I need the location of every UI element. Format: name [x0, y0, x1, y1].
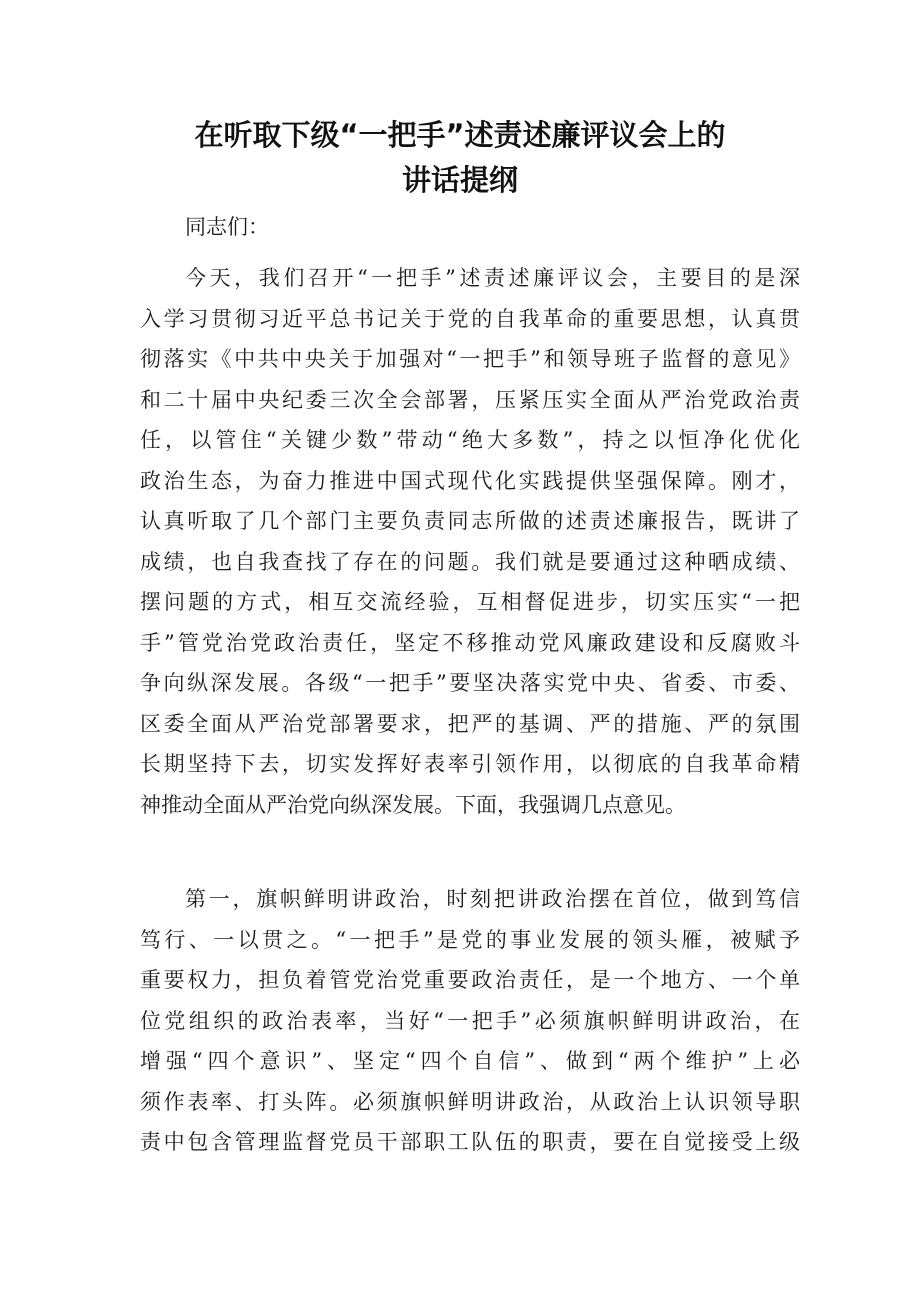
text-line: 须作表率、打头阵。必须旗帜鲜明讲政治，从政治上认识领导职	[140, 1089, 800, 1114]
text-line: 增强“四个意识”、坚定“四个自信”、做到“两个维护”上必	[140, 1049, 800, 1073]
text-line: 笃行、一以贯之。“一把手”是党的事业发展的领头雁，被赋予	[140, 927, 800, 952]
paragraph-intro	[140, 258, 800, 825]
paragraph-first-point	[140, 879, 800, 1163]
text-line: 政治生态，为奋力推进中国式现代化实践提供坚强保障。刚才，	[140, 468, 800, 493]
text-line: 成绩，也自我查找了存在的问题。我们就是要通过这种晒成绩、	[140, 549, 800, 574]
document-title-line1: 在听取下级“一把手”述责述廉评议会上的	[194, 118, 726, 152]
text-line: 第一，旗帜鲜明讲政治，时刻把讲政治摆在首位，做到笃信	[185, 887, 800, 911]
text-line: 重要权力，担负着管党治党重要政治责任，是一个地方、一个单	[140, 968, 800, 992]
text-line: 摆问题的方式，相互交流经验，互相督促进步，切实压实“一把	[140, 590, 800, 614]
text-line: 彻落实《中共中央关于加强对“一把手”和领导班子监督的意见》	[140, 347, 800, 371]
text-line: 位党组织的政治表率，当好“一把手”必须旗帜鲜明讲政治，在	[140, 1008, 800, 1033]
document-title-line2: 讲话提纲	[401, 163, 518, 197]
salutation: 同志们：	[185, 215, 269, 239]
text-line: 入学习贯彻习近平总书记关于党的自我革命的重要思想，认真贯	[140, 306, 800, 331]
text-line: 和二十届中央纪委三次全会部署，压紧压实全面从严治党政治责	[140, 387, 800, 412]
text-line: 神推动全面从严治党向纵深发展。下面，我强调几点意见。	[140, 792, 686, 817]
text-line: 任，以管住“关键少数”带动“绝大多数”，持之以恒净化优化	[140, 428, 800, 452]
text-line: 手”管党治党政治责任，坚定不移推动党风廉政建设和反腐败斗	[140, 630, 800, 655]
text-line: 责中包含管理监督党员干部职工队伍的职责，要在自觉接受上级	[140, 1130, 800, 1154]
text-line: 今天，我们召开“一把手”述责述廉评议会，主要目的是深	[185, 266, 800, 290]
text-line: 长期坚持下去，切实发挥好表率引领作用，以彻底的自我革命精	[140, 752, 800, 776]
text-line: 区委全面从严治党部署要求，把严的基调、严的措施、严的氛围	[140, 711, 800, 736]
text-line: 认真听取了几个部门主要负责同志所做的述责述廉报告，既讲了	[140, 509, 800, 533]
text-line: 争向纵深发展。各级“一把手”要坚决落实党中央、省委、市委、	[140, 671, 800, 695]
